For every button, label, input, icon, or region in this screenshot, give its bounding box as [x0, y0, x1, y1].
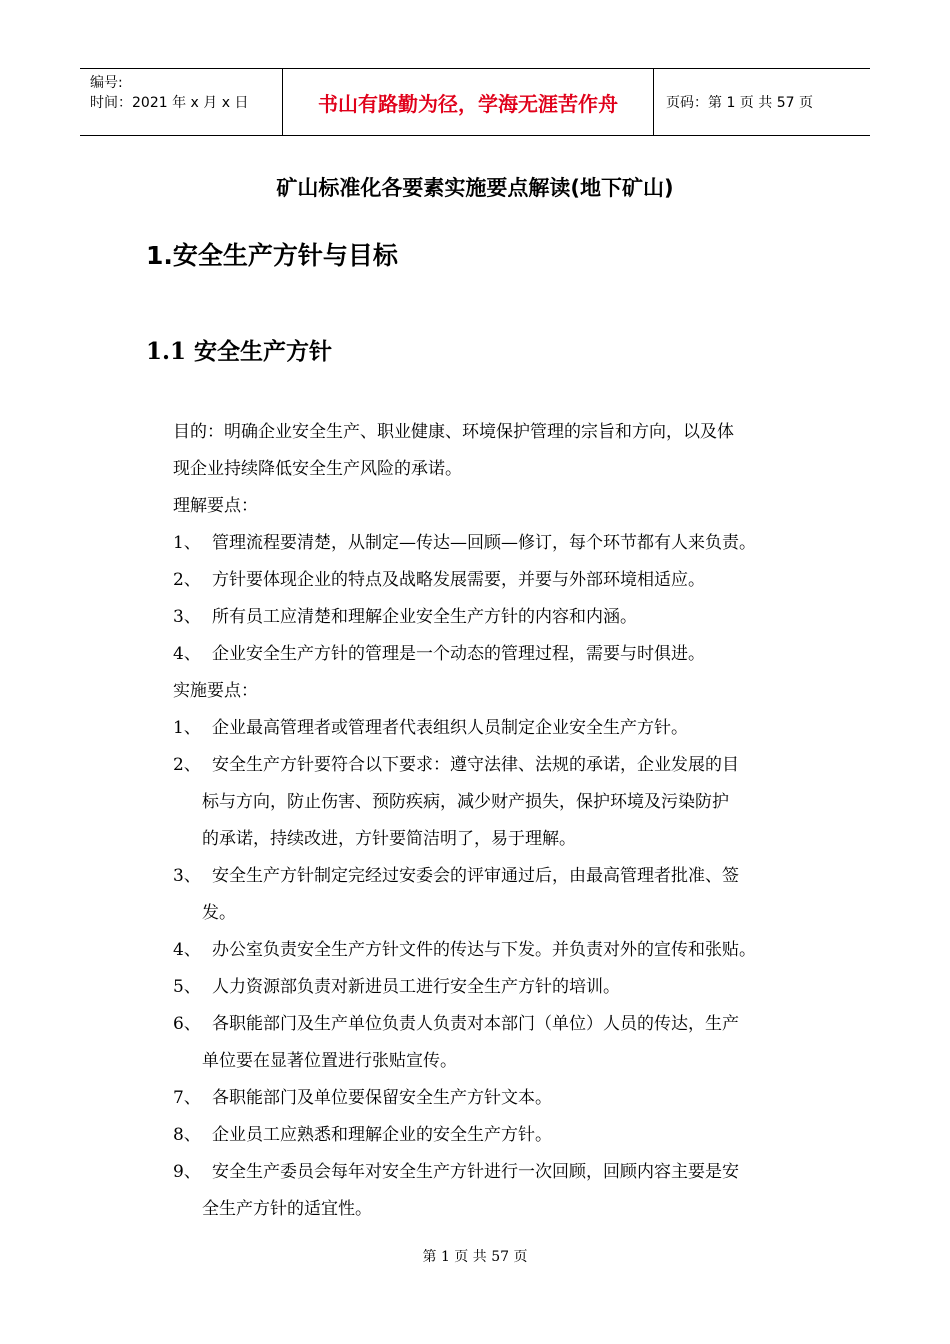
header-page-info: 页码：第 1 页 共 57 页 — [666, 95, 813, 111]
implementation-heading: 实施要点： — [173, 681, 258, 701]
section-title: 1.安全生产方针与目标 — [146, 241, 398, 270]
list-item: 3、 安全生产方针制定完经过安委会的评审通过后，由最高管理者批准、签 发。 — [173, 866, 739, 923]
list-item: 5、 人力资源部负责对新进员工进行安全生产方针的培训。 — [173, 977, 620, 997]
list-item: 3、 所有员工应清楚和理解企业安全生产方针的内容和内涵。 — [173, 607, 637, 627]
list-item: 1、 企业最高管理者或管理者代表组织人员制定企业安全生产方针。 — [173, 718, 688, 738]
list-item: 4、 办公室负责安全生产方针文件的传达与下发。并负责对外的宣传和张贴。 — [173, 940, 756, 960]
time-label: 时间：2021 年 x 月 x 日 — [90, 95, 249, 111]
list-item: 6、 各职能部门及生产单位负责人负责对本部门（单位）人员的传达，生产 单位要在显著位置进行张贴宣传。 — [173, 1014, 739, 1071]
header-meta — [80, 69, 282, 135]
list-item: 2、 安全生产方针要符合以下要求：遵守法律、法规的承诺，企业发展的目 标与方向，防止伤害、预防疾病，减少财产损失，保护环境及污染防护 的承诺，持续改进，方针要简洁明了，易于理解。 — [173, 755, 739, 849]
list-item: 4、 企业安全生产方针的管理是一个动态的管理过程，需要与时俱进。 — [173, 644, 705, 664]
header-table — [80, 68, 870, 136]
list-item: 2、 方针要体现企业的特点及战略发展需要，并要与外部环境相适应。 — [173, 570, 705, 590]
list-item: 7、 各职能部门及单位要保留安全生产方针文本。 — [173, 1088, 552, 1108]
understanding-heading: 理解要点： — [173, 496, 258, 516]
list-item: 8、 企业员工应熟悉和理解企业的安全生产方针。 — [173, 1125, 552, 1145]
subsection-title: 1.1 安全生产方针 — [146, 338, 333, 365]
list-item: 9、 安全生产委员会每年对安全生产方针进行一次回顾，回顾内容主要是安 全生产方针的适宜性。 — [173, 1162, 739, 1219]
header-motto: 书山有路勤为径，学海无涯苦作舟 — [282, 69, 654, 135]
number-label: 编号: — [90, 75, 123, 91]
page-footer: 第 1 页 共 57 页 — [422, 1249, 528, 1265]
document-title: 矿山标准化各要素实施要点解读(地下矿山) — [276, 176, 674, 200]
list-item: 1、 管理流程要清楚，从制定—传达—回顾—修订，每个环节都有人来负责。 — [173, 533, 756, 553]
purpose-paragraph: 目的：明确企业安全生产、职业健康、环境保护管理的宗旨和方向，以及体 现企业持续降低安全生产风险的承诺。 — [173, 422, 734, 479]
document-body — [173, 414, 833, 1228]
